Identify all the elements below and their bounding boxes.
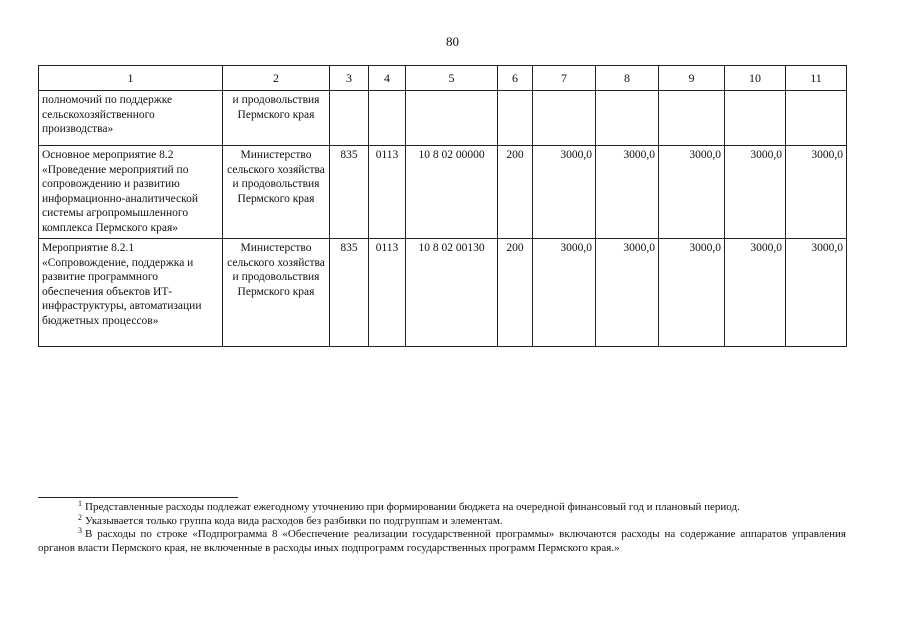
- header-cell: 7: [533, 66, 596, 91]
- header-cell: 4: [369, 66, 406, 91]
- amount-cell: 3000,0: [659, 239, 725, 347]
- section-code-cell: 0113: [369, 146, 406, 239]
- header-cell: 11: [786, 66, 847, 91]
- header-cell: 2: [223, 66, 330, 91]
- budget-table: [38, 65, 847, 347]
- section-code-cell: 0113: [369, 239, 406, 347]
- amount-cell: [659, 91, 725, 146]
- gov-code-cell: [330, 91, 369, 146]
- footnote-1: [38, 501, 846, 515]
- header-cell: 3: [330, 66, 369, 91]
- executor-cell: и продовольствия Пермского края: [223, 91, 330, 146]
- header-cell: 1: [39, 66, 223, 91]
- gov-code-cell: 835: [330, 146, 369, 239]
- amount-cell: 3000,0: [533, 239, 596, 347]
- activity-name-cell: полномочий по поддержке сельскохозяйственного производства»: [39, 91, 223, 146]
- activity-name-cell: Мероприятие 8.2.1 «Сопровождение, поддержка и развитие программного обеспечения объектов ИТ-инфраструктуры, автоматизации бюджетных процессов»: [39, 239, 223, 347]
- target-code-cell: 10 8 02 00000: [406, 146, 498, 239]
- footnote-text: Указывается только группа кода вида расходов без разбивки по подгруппам и элементам.: [85, 514, 503, 527]
- header-cell: 10: [725, 66, 786, 91]
- header-cell: 9: [659, 66, 725, 91]
- amount-cell: 3000,0: [596, 146, 659, 239]
- amount-cell: [533, 91, 596, 146]
- amount-cell: [725, 91, 786, 146]
- amount-cell: 3000,0: [786, 146, 847, 239]
- amount-cell: 3000,0: [725, 146, 786, 239]
- amount-cell: [786, 91, 847, 146]
- table-row: [39, 239, 847, 347]
- footnote-3: [38, 528, 846, 555]
- page-number: 80: [446, 34, 459, 49]
- amount-cell: [596, 91, 659, 146]
- table-row: [39, 91, 847, 146]
- header-cell: 6: [498, 66, 533, 91]
- target-code-cell: [406, 91, 498, 146]
- amount-cell: 3000,0: [533, 146, 596, 239]
- expense-type-cell: [498, 91, 533, 146]
- footnote-mark: 2: [78, 512, 82, 522]
- amount-cell: 3000,0: [596, 239, 659, 347]
- footnote-mark: 3: [78, 526, 82, 535]
- expense-type-cell: 200: [498, 146, 533, 239]
- table-header-row: [39, 66, 847, 91]
- header-cell: 5: [406, 66, 498, 91]
- footnotes: [38, 501, 846, 555]
- target-code-cell: 10 8 02 00130: [406, 239, 498, 347]
- amount-cell: 3000,0: [659, 146, 725, 239]
- footnote-divider: [38, 497, 238, 498]
- footnote-mark: 1: [78, 499, 82, 508]
- activity-name-cell: Основное мероприятие 8.2 «Проведение мероприятий по сопровождению и развитию информационно-аналитической системы агропромышленного комплекса Пермского края»: [39, 146, 223, 239]
- footnote-2: [38, 512, 846, 529]
- amount-cell: 3000,0: [725, 239, 786, 347]
- amount-cell: 3000,0: [786, 239, 847, 347]
- executor-cell: Министерство сельского хозяйства и продовольствия Пермского края: [223, 146, 330, 239]
- header-cell: 8: [596, 66, 659, 91]
- gov-code-cell: 835: [330, 239, 369, 347]
- footnote-text: В расходы по строке «Подпрограмма 8 «Обеспечение реализации государственной программы» включаются расходы на содержание аппаратов управления органов власти Пермского края, не включенные в расходы иных подпрограмм государственных программ Пермского края.»: [38, 528, 846, 554]
- section-code-cell: [369, 91, 406, 146]
- table-row: [39, 146, 847, 239]
- expense-type-cell: 200: [498, 239, 533, 347]
- footnote-text: Представленные расходы подлежат ежегодному уточнению при формировании бюджета на очередной финансовый год и плановый период.: [85, 501, 740, 513]
- executor-cell: Министерство сельского хозяйства и продовольствия Пермского края: [223, 239, 330, 347]
